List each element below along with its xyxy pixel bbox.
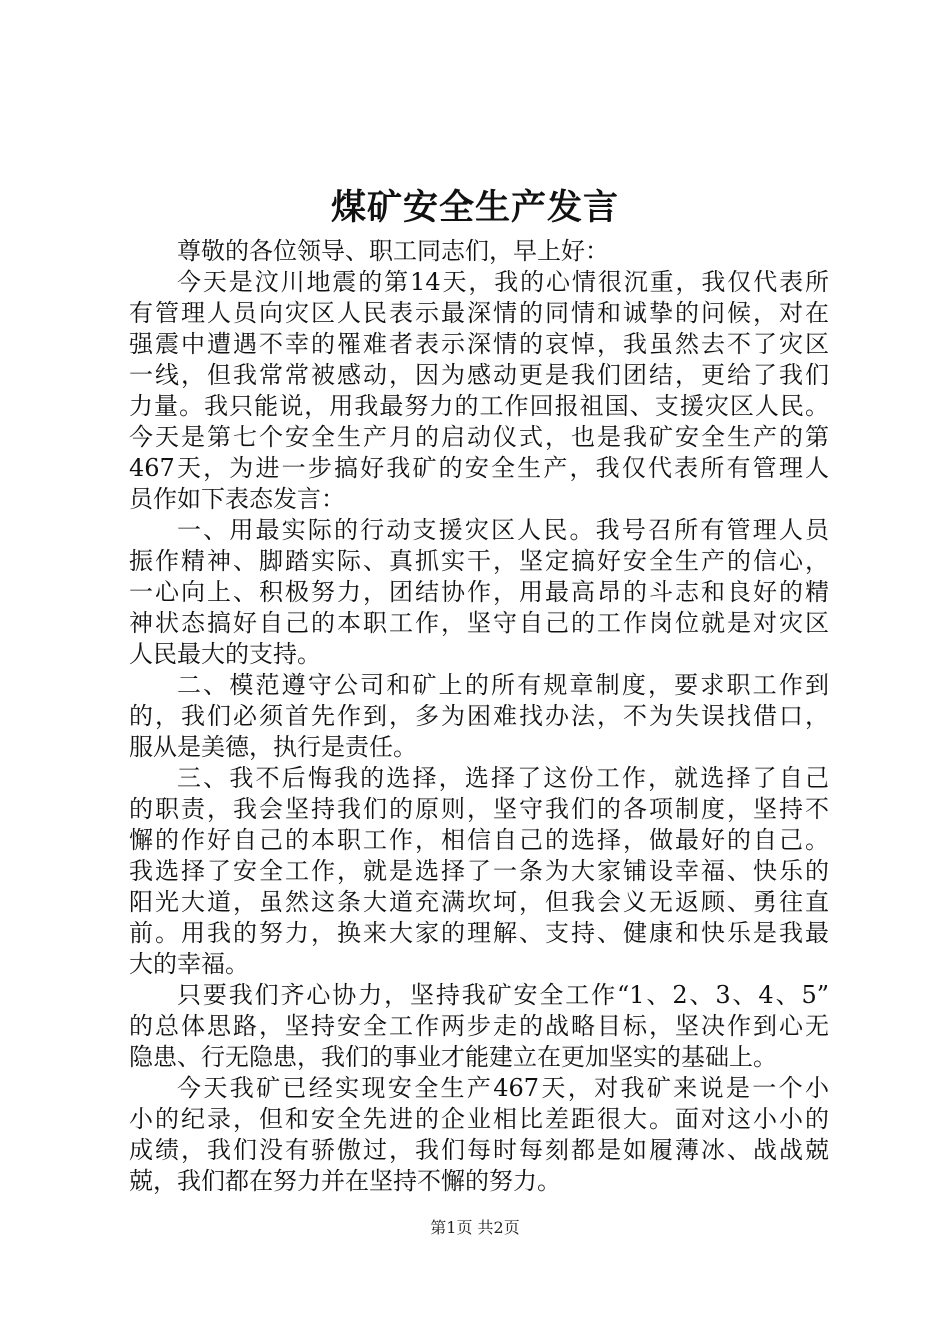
body-line: 前。用我的努力，换来大家的理解、支持、健康和快乐是我最: [129, 919, 829, 947]
body-line: 服从是美德，执行是责任。: [129, 733, 417, 761]
body-line: 有管理人员向灾区人民表示最深情的同情和诚挚的问候，对在: [129, 299, 829, 327]
body-line: 我选择了安全工作，就是选择了一条为大家铺设幸福、快乐的: [129, 857, 829, 885]
body-line: 今天是第七个安全生产月的启动仪式，也是我矿安全生产的第: [129, 423, 829, 451]
body-line: 二、模范遵守公司和矿上的所有规章制度，要求职工作到: [177, 671, 829, 699]
body-line: 神状态搞好自己的本职工作，坚守自己的工作岗位就是对灾区: [129, 609, 829, 637]
page-number-footer: 第1页 共2页: [430, 1218, 520, 1237]
body-line: 振作精神、脚踏实际、真抓实干，坚定搞好安全生产的信心，: [129, 547, 829, 575]
body-line: 一线，但我常常被感动，因为感动更是我们团结，更给了我们: [129, 361, 829, 389]
body-line: 467天，为进一步搞好我矿的安全生产，我仅代表所有管理人: [129, 454, 829, 482]
document-body: [129, 236, 829, 1197]
body-line: 强震中遭遇不幸的罹难者表示深情的哀悼，我虽然去不了灾区: [129, 330, 829, 358]
body-line: 大的幸福。: [129, 950, 249, 978]
body-line: 只要我们齐心协力，坚持我矿安全工作“1、2、3、4、5”: [177, 981, 829, 1009]
body-line: 尊敬的各位领导、职工同志们，早上好：: [177, 237, 609, 265]
body-line: 的，我们必须首先作到，多为困难找办法，不为失误找借口，: [129, 702, 829, 730]
body-line: 今天是汶川地震的第14天，我的心情很沉重，我仅代表所: [177, 268, 829, 296]
body-line: 一、用最实际的行动支援灾区人民。我号召所有管理人员: [177, 516, 829, 544]
body-line: 的职责，我会坚持我们的原则，坚守我们的各项制度，坚持不: [129, 795, 829, 823]
document-title: 煤矿安全生产发言: [330, 187, 619, 228]
body-line: 成绩，我们没有骄傲过，我们每时每刻都是如履薄冰、战战兢: [129, 1136, 829, 1164]
body-line: 力量。我只能说，用我最努力的工作回报祖国、支援灾区人民。: [129, 392, 829, 420]
body-line: 隐患、行无隐患，我们的事业才能建立在更加坚实的基础上。: [129, 1043, 777, 1071]
body-line: 员作如下表态发言：: [129, 485, 345, 513]
body-line: 兢，我们都在努力并在坚持不懈的努力。: [129, 1167, 561, 1195]
body-line: 的总体思路，坚持安全工作两步走的战略目标，坚决作到心无: [129, 1012, 829, 1040]
body-line: 一心向上、积极努力，团结协作，用最高昂的斗志和良好的精: [129, 578, 829, 606]
body-line: 三、我不后悔我的选择，选择了这份工作，就选择了自己: [177, 764, 829, 792]
body-line: 人民最大的支持。: [129, 640, 321, 668]
body-line: 阳光大道，虽然这条大道充满坎坷，但我会义无返顾、勇往直: [129, 888, 829, 916]
body-line: 今天我矿已经实现安全生产467天，对我矿来说是一个小: [177, 1074, 829, 1102]
body-line: 懈的作好自己的本职工作，相信自己的选择，做最好的自己。: [129, 826, 829, 854]
body-line: 小的纪录，但和安全先进的企业相比差距很大。面对这小小的: [129, 1105, 829, 1133]
